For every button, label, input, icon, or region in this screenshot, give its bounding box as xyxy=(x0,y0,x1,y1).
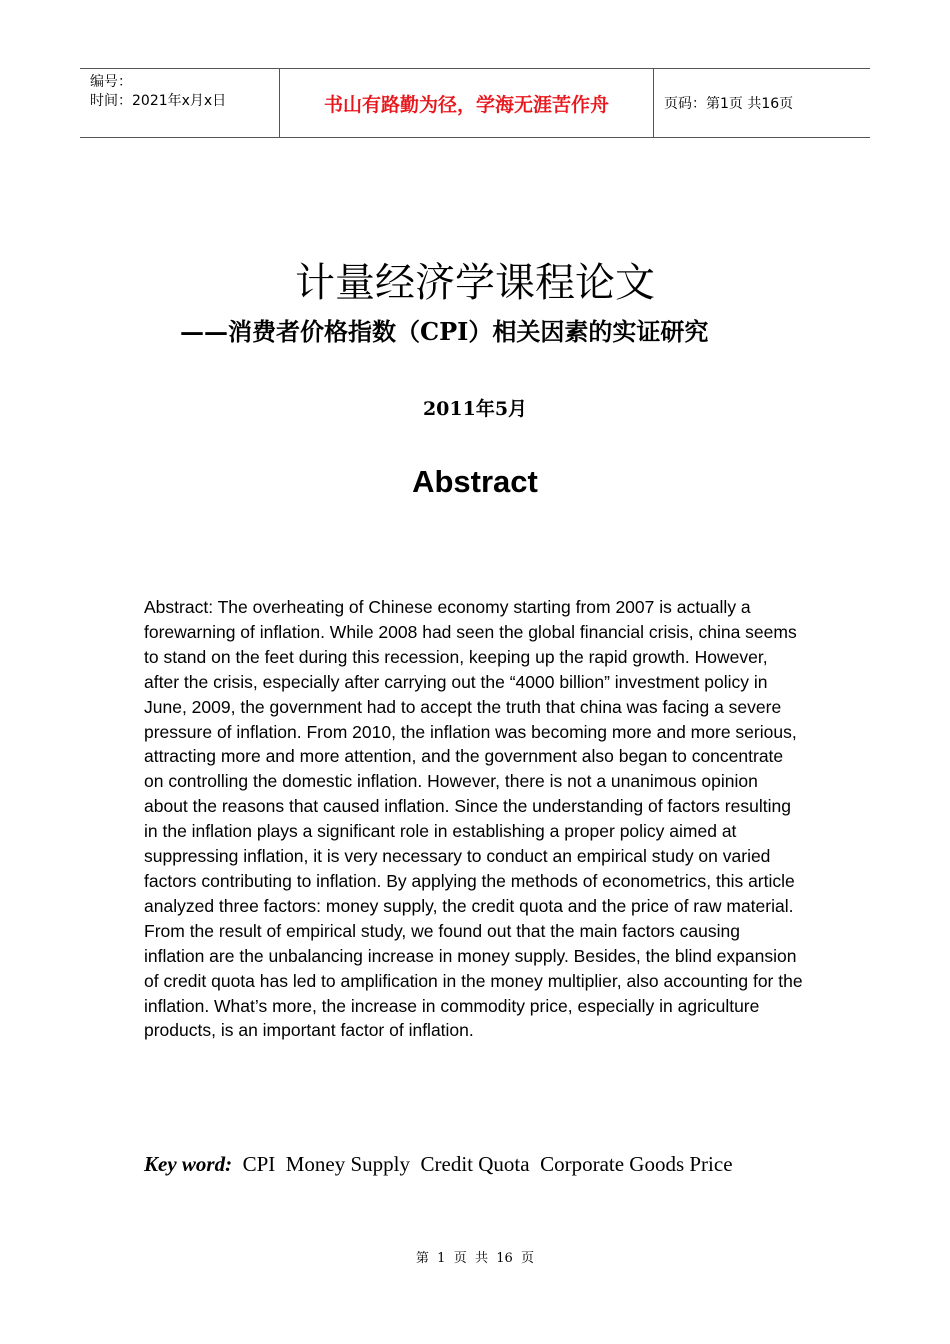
header-time-label: 时间：2021年x月x日 xyxy=(90,93,227,109)
header-number-label: 编号： xyxy=(90,74,132,90)
document-title: 计量经济学课程论文 xyxy=(295,260,655,306)
keywords-list: CPI Money Supply Credit Quota Corporate Goods Price xyxy=(232,1152,733,1176)
header-meta xyxy=(80,69,280,137)
header-page-info: 页码：第1页 共16页 xyxy=(664,96,794,112)
page-header xyxy=(80,68,870,138)
abstract-heading: Abstract xyxy=(412,464,538,499)
header-motto: 书山有路勤为径，学海无涯苦作舟 xyxy=(280,69,654,137)
abstract-body: Abstract: The overheating of Chinese economy starting from 2007 is actually a forewarning of inflation. While 2008 had seen the global financial crisis, china seems to stand on the feet during this recession, keeping up the rapid growth. However, after the crisis, especially after carrying out the “4000 billion” investment policy in June, 2009, the government had to accept the truth that china was facing a severe pressure of inflation. From 2010, the inflation was becoming more and more serious, attracting more and more attention, and the government also began to concentrate on controlling the domestic inflation. However, there is not a unanimous opinion about the reasons that caused inflation. Since the understanding of factors resulting in the inflation plays a significant role in establishing a proper policy aimed at suppressing inflation, it is very necessary to conduct an empirical study on varied factors contributing to inflation. By applying the methods of econometrics, this article analyzed three factors: money supply, the credit quota and the price of raw material. From the result of empirical study, we found out that the main factors causing inflation are the unbalancing increase in money supply. Besides, the blind expansion of credit quota has led to amplification in the money multiplier, also accounting for the inflation. What’s more, the increase in commodity price, especially in agriculture products, is an important factor of inflation. xyxy=(144,597,803,1041)
page-footer: 第 1 页 共 16 页 xyxy=(415,1251,535,1266)
keywords-line xyxy=(144,1152,733,1177)
document-subtitle: ——消费者价格指数（CPI）相关因素的实证研究 xyxy=(180,317,709,346)
keywords-label: Key word: xyxy=(144,1152,233,1176)
document-date: 2011年5月 xyxy=(422,398,528,420)
